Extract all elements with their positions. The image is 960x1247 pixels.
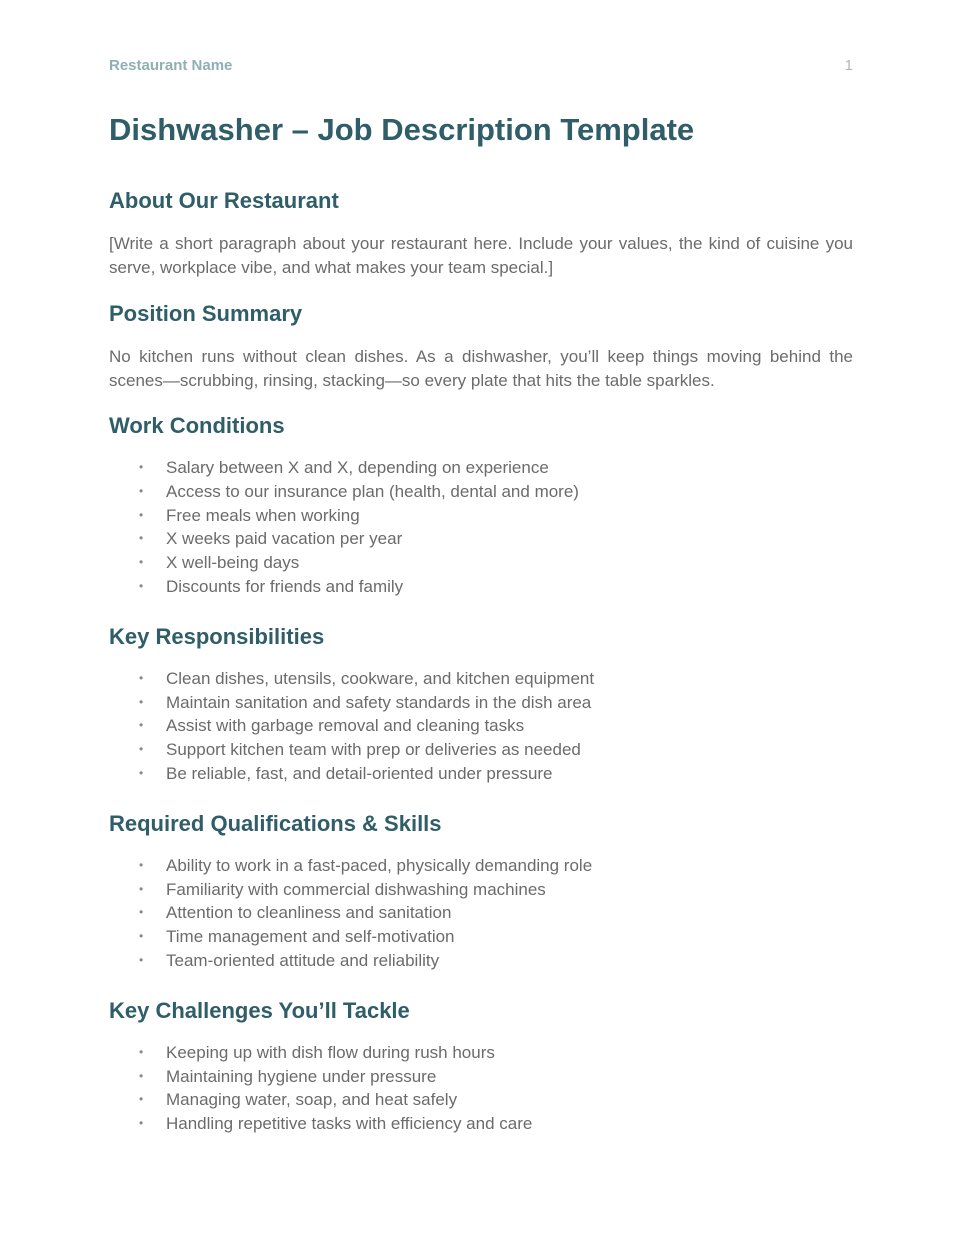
list-item-text: Time management and self-motivation xyxy=(166,927,455,947)
list-item xyxy=(109,1065,853,1089)
list-item-text: Familiarity with commercial dishwashing machines xyxy=(166,879,546,899)
document-title: Dishwasher – Job Description Template xyxy=(109,112,695,147)
responsibilities-heading: Key Responsibilities xyxy=(109,623,325,649)
list-item xyxy=(109,1041,853,1065)
list-item xyxy=(109,456,853,480)
list-item xyxy=(109,551,853,575)
document-body xyxy=(109,108,853,1136)
bullet-icon: • xyxy=(139,507,144,522)
list-item xyxy=(109,1112,853,1136)
list-item xyxy=(109,878,853,902)
list-item xyxy=(109,575,853,599)
list-item-text: Keeping up with dish flow during rush hours xyxy=(166,1042,495,1062)
list-item-text: Free meals when working xyxy=(166,505,360,525)
list-item xyxy=(109,901,853,925)
conditions-heading: Work Conditions xyxy=(109,413,285,438)
about-text: [Write a short paragraph about your restaurant here. Include your values, the kind of cuisine you serve, workplace vibe, and what makes your team special.] xyxy=(109,234,853,277)
list-item-text: Clean dishes, utensils, cookware, and kitchen equipment xyxy=(166,668,595,688)
bullet-icon: • xyxy=(139,460,144,474)
qualifications-heading: Required Qualifications & Skills xyxy=(109,810,442,836)
page-number: 1 xyxy=(844,57,853,74)
list-item xyxy=(109,504,853,528)
list-item-text: X weeks paid vacation per year xyxy=(166,529,403,549)
list-item-text: Team-oriented attitude and reliability xyxy=(166,950,440,970)
list-item-text: Ability to work in a fast-paced, physically demanding role xyxy=(166,855,593,875)
list-item-text: X well-being days xyxy=(166,553,300,573)
bullet-icon: • xyxy=(139,718,144,733)
summary-text: No kitchen runs without clean dishes. As a dishwasher, you’ll keep things moving behind the scenes—scrubbing, rinsing, stacking—so every plate that hits the table sparkles. xyxy=(109,347,853,390)
list-item-text: Discounts for friends and family xyxy=(166,576,404,596)
bullet-icon: • xyxy=(139,483,144,498)
bullet-icon: • xyxy=(139,1092,144,1107)
list-item xyxy=(109,667,853,691)
list-item xyxy=(109,738,853,762)
list-item-text: Managing water, soap, and heat safely xyxy=(166,1090,458,1110)
list-item xyxy=(109,949,853,973)
bullet-icon: • xyxy=(139,905,144,920)
summary-heading: Position Summary xyxy=(109,301,303,326)
running-header xyxy=(109,57,853,77)
list-item-text: Assist with garbage removal and cleaning tasks xyxy=(166,716,525,736)
bullet-icon: • xyxy=(139,578,144,593)
responsibilities-list xyxy=(109,667,853,786)
list-item xyxy=(109,854,853,878)
list-item xyxy=(109,762,853,786)
list-item-text: Maintaining hygiene under pressure xyxy=(166,1066,437,1086)
bullet-icon: • xyxy=(139,555,144,570)
list-item xyxy=(109,925,853,949)
bullet-icon: • xyxy=(139,1116,144,1131)
list-item-text: Maintain sanitation and safety standards in the dish area xyxy=(166,692,592,712)
bullet-icon: • xyxy=(139,1044,144,1059)
list-item-text: Attention to cleanliness and sanitation xyxy=(166,903,452,923)
bullet-icon: • xyxy=(139,929,144,944)
list-item xyxy=(109,714,853,738)
list-item xyxy=(109,1088,853,1112)
conditions-list xyxy=(109,456,853,599)
restaurant-name: Restaurant Name xyxy=(109,57,233,74)
bullet-icon: • xyxy=(139,531,144,546)
about-heading: About Our Restaurant xyxy=(109,188,339,213)
bullet-icon: • xyxy=(139,694,144,709)
list-item-text: Salary between X and X, depending on experience xyxy=(166,458,549,477)
list-item xyxy=(109,691,853,715)
bullet-icon: • xyxy=(139,670,144,685)
list-item xyxy=(109,480,853,504)
qualifications-list xyxy=(109,854,853,973)
bullet-icon: • xyxy=(139,952,144,967)
list-item-text: Handling repetitive tasks with efficiency and care xyxy=(166,1114,533,1134)
bullet-icon: • xyxy=(139,881,144,896)
list-item-text: Support kitchen team with prep or deliveries as needed xyxy=(166,740,581,760)
bullet-icon: • xyxy=(139,857,144,872)
list-item-text: Be reliable, fast, and detail-oriented under pressure xyxy=(166,763,553,783)
bullet-icon: • xyxy=(139,742,144,757)
bullet-icon: • xyxy=(139,1068,144,1083)
list-item xyxy=(109,527,853,551)
challenges-list xyxy=(109,1041,853,1136)
bullet-icon: • xyxy=(139,765,144,780)
list-item-text: Access to our insurance plan (health, dental and more) xyxy=(166,481,579,501)
challenges-heading: Key Challenges You’ll Tackle xyxy=(109,997,410,1023)
